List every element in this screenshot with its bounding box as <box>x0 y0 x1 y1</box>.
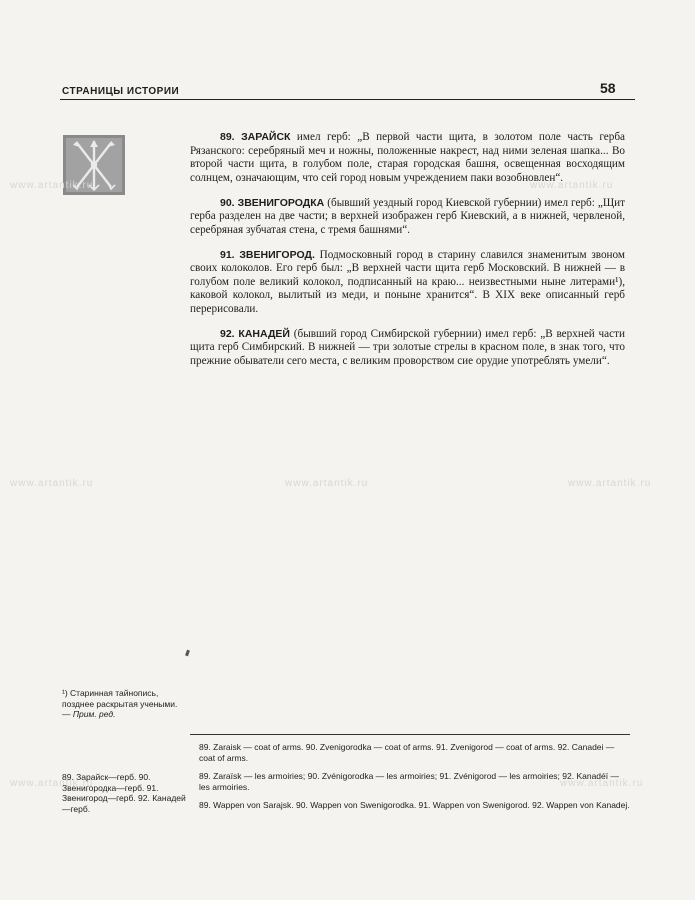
watermark: www.artantik.ru <box>530 180 614 191</box>
caption-divider <box>190 734 630 735</box>
caption-russian: 89. Зарайск—герб. 90. Звенигородка—герб. 91. Звенигород—герб. 92. Канадей—герб. <box>62 772 186 814</box>
watermark: www.artantik.ru <box>10 180 94 191</box>
watermark: www.artantik.ru <box>285 478 369 489</box>
footnote-text: ¹) Старинная тайнопись, позднее раскрытая учеными. — <box>62 688 178 719</box>
entry-number: 89. <box>220 131 235 143</box>
entry-89 <box>190 131 625 185</box>
entry-90 <box>190 197 625 238</box>
footnote-editor-note: Прим. ред. <box>72 709 116 719</box>
watermark: www.artantik.ru <box>568 478 652 489</box>
entry-city-name: КАНАДЕЙ <box>238 327 290 340</box>
caption-german: 89. Wappen von Sarajsk. 90. Wappen von Swenigorodka. 91. Wappen von Swenigorod. 92. Wappen von Kanadej. <box>199 800 630 810</box>
entries-list <box>190 131 625 379</box>
entry-91 <box>190 249 625 317</box>
caption-french: 89. Zaraïsk — les armoiries; 90. Zvénigorodka — les armoiries; 91. Zvénigorod — les armoiries; 92. Kanadéï — les armoiries. <box>199 771 619 792</box>
page-number: 58 <box>600 80 616 96</box>
entry-city-name: ЗВЕНИГОРОДКА <box>237 196 325 209</box>
entry-text: (бывший город Симбирской губернии) имел герб: „В верхней части щита герб Симбирский. В нижней — три золотые стрелы в красном поле, в знак того, что прежние обыватели сего места, с великим проворством сие орудие употреблять умели“. <box>190 327 625 367</box>
watermark: www.artantik.ru <box>10 778 94 789</box>
entry-city-name: ЗВЕНИГОРОД. <box>239 248 315 261</box>
section-title: СТРАНИЦЫ ИСТОРИИ <box>62 86 180 97</box>
footnote <box>62 688 182 720</box>
watermark: www.artantik.ru <box>10 478 94 489</box>
ink-mark <box>185 650 190 657</box>
entry-number: 90. <box>220 196 235 209</box>
entry-city-name: ЗАРАЙСК <box>241 131 291 143</box>
entry-text: имел герб: „В первой части щита, в золотом поле часть герба Рязанского: серебряный меч и ножны, положенные накрест, над ними зеленая шапка... Во второй части щита, в голубом поле, старая городская башня, освещенная восходящим солнцем, означающим, что сей город новым учреждением паки возобновлен“. <box>190 131 625 184</box>
header-divider <box>60 99 635 100</box>
captions-block <box>199 742 631 819</box>
entry-text: Подмосковный город в старину славился знаменитым звоном своих колоколов. Его герб был: „В верхней части щита герб Московский. В нижней — в голубом поле великий колокол, подписанный на краю... неизвестными ныне литерами¹), каковой колокол, вылитый из меди, и поныне хранится“. В XIX веке описанный герб перерисовали. <box>190 248 625 315</box>
caption-english: 89. Zaraisk — coat of arms. 90. Zvenigorodka — coat of arms. 91. Zvenigorod — coat of arms. 92. Canadei — coat of arms. <box>199 742 615 763</box>
entry-text: (бывший уездный город Киевской губернии) имел герб: „Щит герба разделен на две части; в верхней изображен герб Киевский, а в нижней, червленой, серебряная зубчатая стена, с тремя башнями“. <box>190 196 625 236</box>
entry-number: 91. <box>220 248 235 261</box>
entry-number: 92. <box>220 327 235 340</box>
entry-92 <box>190 328 625 369</box>
watermark: www.artantik.ru <box>560 778 644 789</box>
